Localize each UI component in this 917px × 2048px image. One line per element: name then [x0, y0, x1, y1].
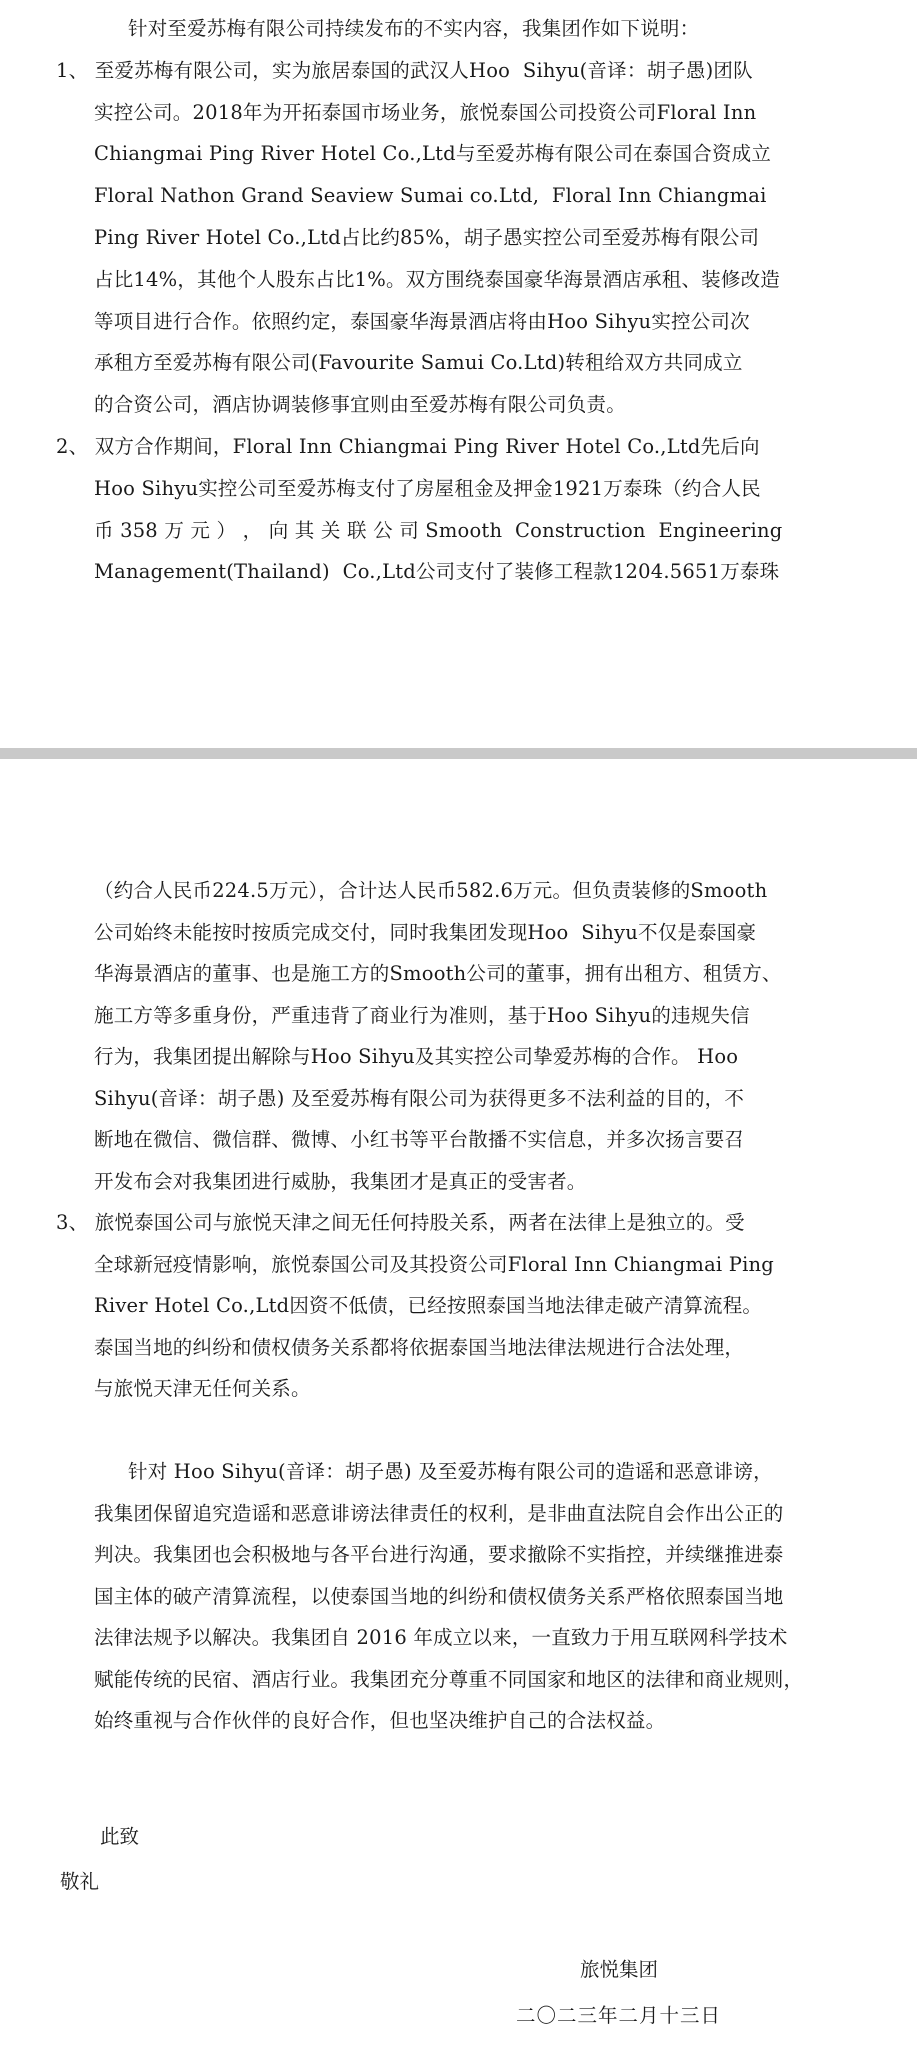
text-line: 法律法规予以解决。我集团自 2016 年成立以来，一直致力于用互联网科学技术	[94, 1626, 788, 1649]
text-line: 公司始终未能按时按质完成交付，同时我集团发现Hoo Sihyu不仅是泰国豪	[94, 920, 757, 944]
document-part-one	[0, 8, 917, 593]
text-line: 的合资公司，酒店协调装修事宜则由至爱苏梅有限公司负责。	[94, 393, 626, 417]
text-line: 开发布会对我集团进行威胁，我集团才是真正的受害者。	[94, 1169, 587, 1193]
text-line: 2、 双方合作期间，Floral Inn Chiangmai Ping River Hotel Co.,Ltd先后向	[56, 434, 760, 458]
document-part-two	[0, 870, 917, 1742]
text-line: Chiangmai Ping River Hotel Co.,Ltd与至爱苏梅有限公司在泰国合资成立	[94, 142, 772, 166]
signature-organization: 旅悦集团	[580, 1958, 659, 1981]
text-line: Floral Nathon Grand Seaview Sumai co.Ltd, Floral Inn Chiangmai	[94, 184, 767, 208]
text-line	[0, 1410, 917, 1452]
text-line: 与旅悦天津无任何关系。	[94, 1377, 311, 1400]
text-line: 国主体的破产清算流程，以使泰国当地的纠纷和债权债务关系严格依照泰国当地	[94, 1584, 784, 1608]
text-line: 施工方等多重身份，严重违背了商业行为准则，基于Hoo Sihyu的违规失信	[94, 1003, 750, 1027]
text-line: 判决。我集团也会积极地与各平台进行沟通，要求撤除不实指控，并续继推进泰	[94, 1543, 784, 1566]
text-line: 承租方至爱苏梅有限公司(Favourite Samui Co.Ltd)转租给双方共同成立	[94, 351, 743, 375]
text-line: 等项目进行合作。依照约定，泰国豪华海景酒店将由Hoo Sihyu实控公司次	[94, 309, 750, 333]
text-line: 赋能传统的民宿、酒店行业。我集团充分尊重不同国家和地区的法律和商业规则，	[94, 1667, 804, 1691]
text-line: 我集团保留追究造谣和恶意诽谤法律责任的权利，是非曲直法院自会作出公正的	[94, 1501, 784, 1525]
text-line: 3、 旅悦泰国公司与旅悦天津之间无任何持股关系，两者在法律上是独立的。受	[56, 1211, 745, 1234]
text-line: 行为，我集团提出解除与Hoo Sihyu及其实控公司挚爱苏梅的合作。 Hoo	[94, 1045, 739, 1068]
text-line: 始终重视与合作伙伴的良好合作，但也坚决维护自己的合法权益。	[94, 1709, 666, 1732]
text-line: 币 358 万 元 ） ， 向 其 关 联 公 司 Smooth Construction Engineering	[94, 518, 783, 542]
closing-phrase: 此致	[100, 1825, 140, 1848]
closing-salutation: 敬礼	[60, 1870, 100, 1893]
text-line: Sihyu(音译：胡子愚) 及至爱苏梅有限公司为获得更多不法利益的目的，不	[94, 1086, 745, 1110]
signature-date: 二〇二三年二月十三日	[516, 2004, 722, 2027]
page-break-separator	[0, 748, 917, 759]
text-line: 针对至爱苏梅有限公司持续发布的不实内容，我集团作如下说明：	[128, 17, 700, 40]
text-line: Management(Thailand) Co.,Ltd公司支付了装修工程款1204.5651万泰珠	[94, 560, 780, 584]
text-line: （约合人民币224.5万元），合计达人民币582.6万元。但负责装修的Smooth	[94, 879, 768, 902]
text-line: Ping River Hotel Co.,Ltd占比约85%，胡子愚实控公司至爱苏梅有限公司	[94, 225, 760, 249]
text-line: 针对 Hoo Sihyu(音译：胡子愚) 及至爱苏梅有限公司的造谣和恶意诽谤，	[128, 1460, 773, 1483]
text-line: River Hotel Co.,Ltd因资不低债，已经按照泰国当地法律走破产清算流程。	[94, 1294, 763, 1317]
text-line: 全球新冠疫情影响，旅悦泰国公司及其投资公司Floral Inn Chiangmai Ping	[94, 1252, 774, 1276]
text-line: 断地在微信、微信群、微博、小红书等平台散播不实信息，并多次扬言要召	[94, 1128, 745, 1151]
text-line: 实控公司。2018年为开拓泰国市场业务，旅悦泰国公司投资公司Floral Inn	[94, 100, 757, 124]
text-line: 华海景酒店的董事、也是施工方的Smooth公司的董事，拥有出租方、租赁方、	[94, 962, 782, 985]
text-line: 泰国当地的纠纷和债权债务关系都将依据泰国当地法律法规进行合法处理，	[94, 1335, 745, 1359]
text-line: 1、 至爱苏梅有限公司，实为旅居泰国的武汉人Hoo Sihyu(音译：胡子愚)团队	[56, 58, 753, 82]
text-line: 占比14%，其他个人股东占比1%。双方围绕泰国豪华海景酒店承租、装修改造	[94, 267, 780, 291]
text-line: Hoo Sihyu实控公司至爱苏梅支付了房屋租金及押金1921万泰珠（约合人民	[94, 476, 761, 500]
